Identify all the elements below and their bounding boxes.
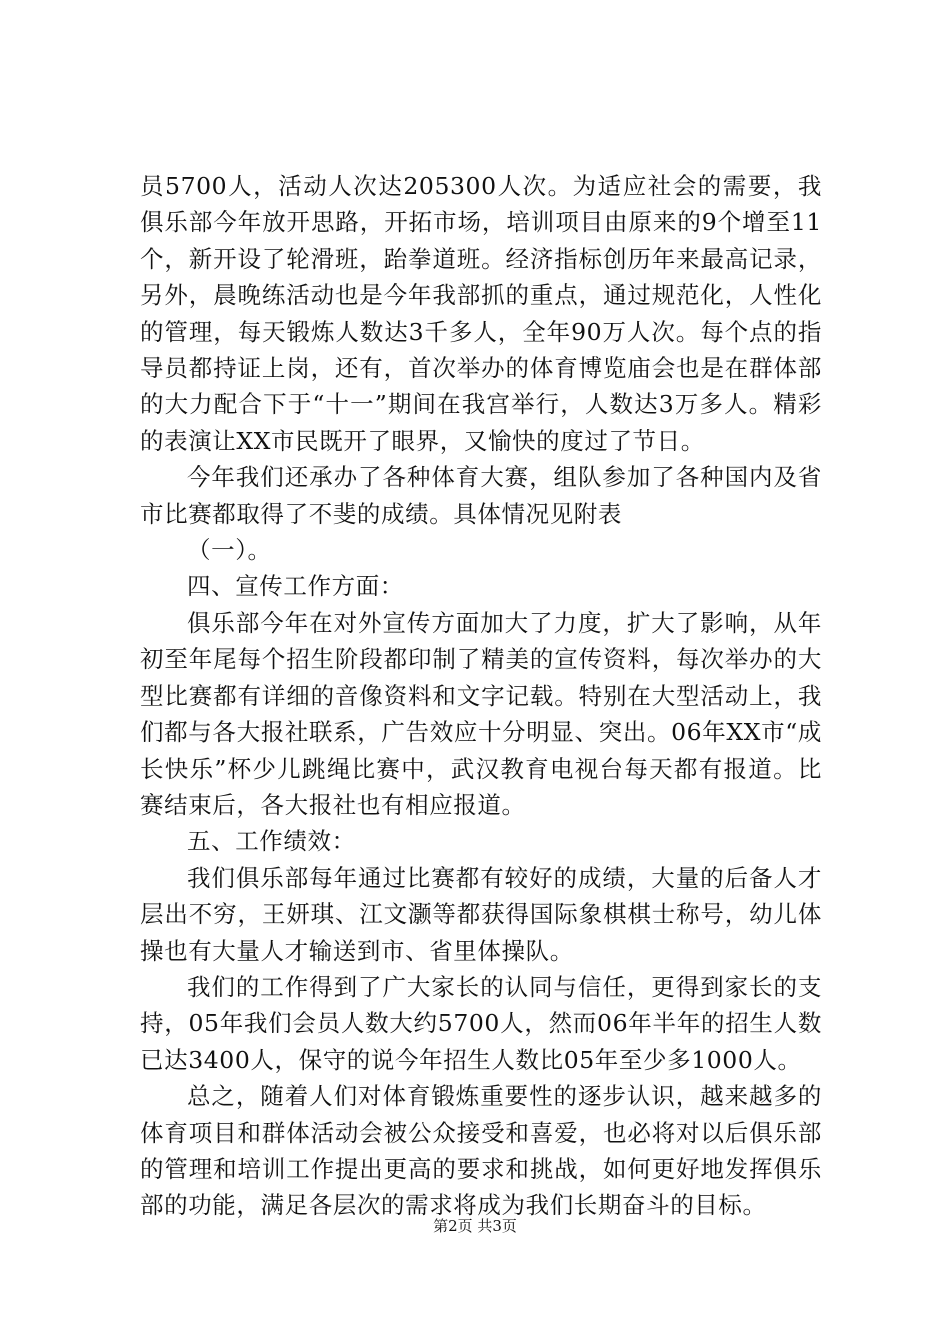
section-heading-publicity: 四、宣传工作方面： bbox=[187, 572, 404, 601]
section-heading-performance: 五、工作绩效： bbox=[187, 827, 356, 856]
paragraph-conclusion: 总之，随着人们对体育锻炼重要性的逐步认识，越来越多的体育项目和群体活动会被公众接受和喜爱，也必将对以后俱乐部的管理和培训工作提出更高的要求和挑战，如何更好地发挥俱乐部的功能，满足各层次的需求将成为我们长期奋斗的目标。 bbox=[140, 1082, 822, 1220]
paragraph-publicity: 俱乐部今年在对外宣传方面加大了力度，扩大了影响，从年初至年尾每个招生阶段都印制了精美的宣传资料，每次举办的大型比赛都有详细的音像资料和文字记载。特别在大型活动上，我们都与各大报社联系，广告效应十分明显、突出。06年XX市“成长快乐”杯少儿跳绳比赛中，武汉教育电视台每天都有报道。比赛结束后，各大报社也有相应报道。 bbox=[140, 608, 822, 819]
paragraph-performance-1: 我们俱乐部每年通过比赛都有较好的成绩，大量的后备人才层出不穷，王妍琪、江文灏等都获得国际象棋棋士称号，幼儿体操也有大量人才输送到市、省里体操队。 bbox=[140, 863, 822, 965]
document-body bbox=[140, 168, 822, 1224]
paragraph-2: 今年我们还承办了各种体育大赛，组队参加了各种国内及省市比赛都取得了不斐的成绩。具体情况见附表 bbox=[140, 463, 822, 528]
paragraph-3: （一）。 bbox=[187, 536, 272, 565]
paragraph-1: 员5700人，活动人次达205300人次。为适应社会的需要，我俱乐部今年放开思路，开拓市场，培训项目由原来的9个增至11个，新开设了轮滑班，跆拳道班。经济指标创历年来最高记录，另外，晨晚练活动也是今年我部抓的重点，通过规范化，人性化的管理，每天锻炼人数达3千多人，全年90万人次。每个点的指导员都持证上岗，还有，首次举办的体育博览庙会也是在群体部的大力配合下于“十一”期间在我宫举行，人数达3万多人。精彩的表演让XX市民既开了眼界，又愉快的度过了节日。 bbox=[140, 172, 822, 455]
page-footer: 第2页 共3页 bbox=[433, 1217, 517, 1235]
paragraph-performance-2: 我们的工作得到了广大家长的认同与信任，更得到家长的支持，05年我们会员人数大约5700人，然而06年半年的招生人数已达3400人，保守的说今年招生人数比05年至少多1000人。 bbox=[140, 972, 822, 1074]
